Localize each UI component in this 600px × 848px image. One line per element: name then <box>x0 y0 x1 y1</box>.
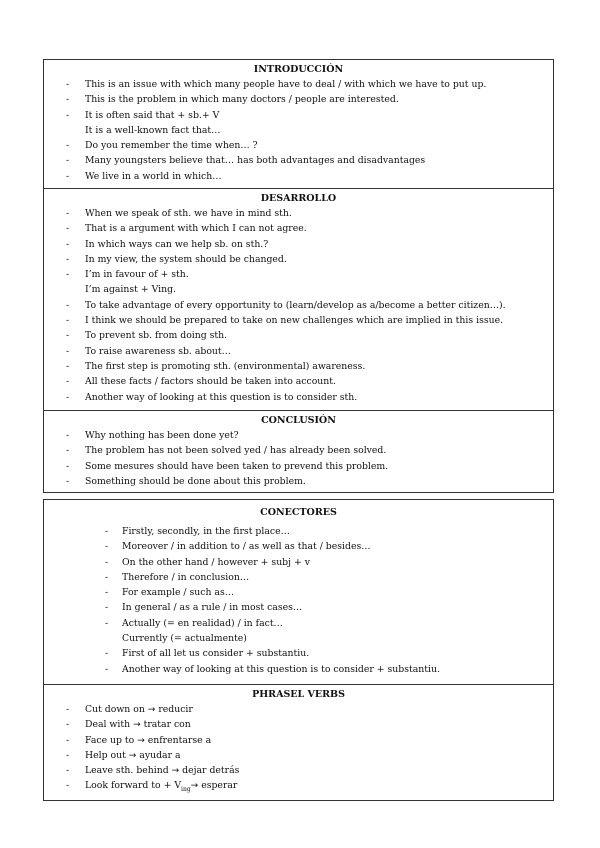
list <box>44 702 553 794</box>
dash: - <box>66 79 70 90</box>
dash: - <box>66 315 70 327</box>
list-item-continuation: It is a well-known fact that… <box>85 124 221 136</box>
list-item: - I think we should be prepared to take on new challenges which are implied in this issue. <box>44 313 553 328</box>
list <box>44 77 553 184</box>
list-item: - Deal with → tratar con <box>44 717 553 732</box>
box-connectors-phrasal <box>43 499 554 801</box>
list-item: - Something should be done about this problem. <box>44 474 553 489</box>
list-item: - To raise awareness sb. about… <box>44 344 553 359</box>
dash: - <box>66 749 70 761</box>
list-item: - Firstly, secondly, in the first place… <box>44 524 553 539</box>
list-item: - That is a argument with which I can not agree. <box>44 221 553 236</box>
list-item: - The first step is promoting sth. (environmental) awareness. <box>44 359 553 374</box>
section-conclusion <box>44 411 553 489</box>
dash: - <box>66 109 70 121</box>
dash: - <box>66 360 70 372</box>
list-item: - Leave sth. behind → dejar detrás <box>44 763 553 778</box>
list-item: - All these facts / factors should be taken into account. <box>44 374 553 389</box>
dash: - <box>66 208 70 219</box>
dash: - <box>66 704 70 715</box>
dash: - <box>66 430 70 441</box>
dash: - <box>105 556 109 568</box>
list-item: - Why nothing has been done yet? <box>44 428 553 443</box>
dash: - <box>105 587 109 599</box>
list-item: - In general / as a rule / in most cases… <box>44 600 553 615</box>
dash: - <box>66 140 70 152</box>
box-conclusion <box>43 410 554 493</box>
dash: - <box>105 571 109 583</box>
arrow-icon: → <box>171 766 180 777</box>
list-item: - Another way of looking at this question is to consider + substantiu. <box>44 662 553 677</box>
dash: - <box>66 269 70 281</box>
list-item: - Some mesures should have been taken to prevend this problem. <box>44 459 553 474</box>
list-item: - First of all let us consider + substantiu. <box>44 646 553 661</box>
list-item: - This is an issue with which many people have to deal / with which we have to put up. <box>44 77 553 92</box>
list-item: - When we speak of sth. we have in mind sth. <box>44 206 553 221</box>
list-item: - For example / such as… <box>44 585 553 600</box>
dash: - <box>66 238 70 250</box>
section-title: DESARROLLO <box>260 193 337 204</box>
list-item: - Cut down on → reducir <box>44 702 553 717</box>
dash: - <box>66 330 70 342</box>
list <box>44 206 553 405</box>
section-conectores <box>44 500 553 684</box>
list-item: - The problem has not been solved yed / has already been solved. <box>44 443 553 458</box>
arrow-icon: → <box>133 720 141 731</box>
list-item: - It is often said that + sb.+ V <box>44 108 553 123</box>
dash: - <box>66 155 70 167</box>
dash: - <box>105 648 109 660</box>
box-writing-structure <box>43 59 554 411</box>
dash: - <box>66 376 70 388</box>
arrow-icon: → <box>147 705 156 715</box>
dash: - <box>105 663 109 675</box>
list-item: - Do you remember the time when… ? <box>44 138 553 153</box>
list-item: - Many youngsters believe that… has both advantages and disadvantages <box>44 153 553 168</box>
section-title: INTRODUCCIÓN <box>253 64 344 75</box>
dash: - <box>105 617 109 629</box>
section-title: CONCLUSIÓN <box>261 415 336 426</box>
subscript: ing <box>181 786 191 794</box>
list-item: - This is the problem in which many doctors / people are interested. <box>44 92 553 107</box>
list-item: - Face up to → enfrentarse a <box>44 733 553 748</box>
dash: - <box>66 391 70 403</box>
list-item: - Look forward to + $V_{ing}\to$ esperar <box>66 780 238 794</box>
list-item: - Another way of looking at this question is to consider sth. <box>44 390 553 405</box>
dash: - <box>66 253 70 265</box>
dash: - <box>66 765 70 777</box>
dash: - <box>66 780 70 792</box>
section-desarrollo <box>44 188 553 410</box>
list-item: - Therefore / in conclusion… <box>44 570 553 585</box>
dash: - <box>66 460 70 472</box>
dash: - <box>105 526 109 537</box>
list-item: - Moreover / in addition to / as well as that / besides… <box>44 539 553 554</box>
dash: - <box>66 170 70 182</box>
section-title: PHRASEL VERBS <box>252 689 345 700</box>
dash: - <box>66 475 70 487</box>
list-item: - I’m in favour of + sth. <box>44 267 553 282</box>
dash: - <box>66 345 70 357</box>
dash: - <box>66 719 70 731</box>
list-item: - In my view, the system should be changed. <box>44 252 553 267</box>
dash: - <box>66 94 70 106</box>
list-item: - Actually (= en realidad) / in fact… <box>44 616 553 631</box>
arrow-icon: → <box>190 781 199 792</box>
list <box>44 524 553 677</box>
list <box>44 428 553 489</box>
dash: - <box>66 223 70 235</box>
list-item: - To take advantage of every opportunity to (learn/develop as a/become a better citizen…). <box>44 298 553 313</box>
arrow-icon: → <box>128 750 137 761</box>
list-item: - To prevent sb. from doing sth. <box>44 328 553 343</box>
list-item: - Help out → ayudar a <box>44 748 553 763</box>
list-item: - On the other hand / however + subj + v <box>44 555 553 570</box>
section-introduccion <box>44 60 553 188</box>
list-item-continuation: I’m against + Ving. <box>85 284 177 296</box>
dash: - <box>105 602 109 614</box>
list-item: - In which ways can we help sb. on sth.? <box>44 237 553 252</box>
list-item: - We live in a world in which… <box>44 169 553 184</box>
dash: - <box>66 445 70 457</box>
dash: - <box>66 299 70 311</box>
dash: - <box>66 734 70 746</box>
arrow-icon: → <box>137 735 145 746</box>
dash: - <box>105 541 109 553</box>
list-item-continuation: Currently (= actualmente) <box>122 633 247 645</box>
section-title: CONECTORES <box>260 507 337 518</box>
section-phrasal-verbs <box>44 684 553 801</box>
